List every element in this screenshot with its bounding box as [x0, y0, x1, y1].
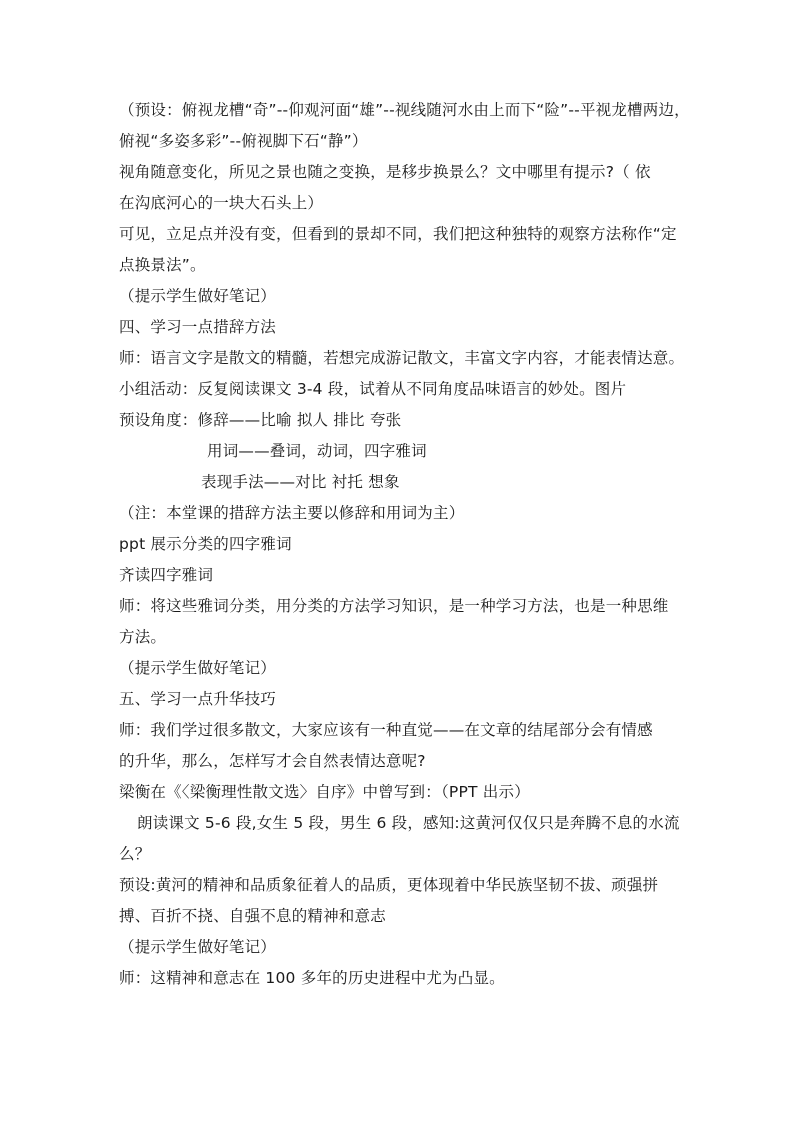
note-line: （提示学生做好笔记）: [119, 659, 277, 677]
text-line: 师：我们学过很多散文，大家应该有一种直觉——在文章的结尾部分会有情感: [119, 721, 653, 739]
text-line: 可见，立足点并没有变，但看到的景却不同，我们把这种独特的观察方法称作“定: [119, 225, 677, 243]
document-body: [119, 95, 690, 994]
section-heading: 四、学习一点措辞方法: [119, 318, 277, 336]
section-heading: 五、学习一点升华技巧: [119, 690, 277, 708]
text-line: 师：将这些雅词分类，用分类的方法学习知识，是一种学习方法，也是一种思维: [119, 597, 669, 615]
text-line: 视角随意变化，所见之景也随之变换，是移步换景么？文中哪里有提示?（ 依: [119, 163, 651, 181]
text-line: 预设:黄河的精神和品质象征着人的品质，更体现着中华民族坚韧不拔、顽强拼: [119, 876, 659, 894]
text-line: 预设角度：修辞——比喻 拟人 排比 夸张: [119, 411, 402, 429]
text-line: 齐读四字雅词: [119, 566, 214, 584]
text-line: （预设：俯视龙槽“奇”--仰观河面“雄”--视线随河水由上而下“险”--平视龙槽两边，: [119, 101, 690, 119]
text-line: 朗读课文 5-6 段,女生 5 段，男生 6 段，感知:这黄河仅仅只是奔腾不息的水流: [137, 814, 680, 832]
text-line: 搏、百折不挠、自强不息的精神和意志: [119, 907, 386, 925]
text-line: 师：这精神和意志在 100 多年的历史进程中尤为凸显。: [119, 969, 505, 987]
text-line: 么？: [119, 845, 151, 863]
note-line: （注：本堂课的措辞方法主要以修辞和用词为主）: [119, 504, 465, 522]
text-line: 小组活动：反复阅读课文 3-4 段，试着从不同角度品味语言的妙处。图片: [119, 380, 627, 398]
note-line: （提示学生做好笔记）: [119, 938, 277, 956]
note-line: （提示学生做好笔记）: [119, 287, 277, 305]
text-line: 的升华，那么，怎样写才会自然表情达意呢?: [119, 752, 426, 770]
text-line: 师：语言文字是散文的精髓，若想完成游记散文，丰富文字内容，才能表情达意。: [119, 349, 685, 367]
text-line: 方法。: [119, 628, 167, 646]
text-line: 点换景法”。: [119, 256, 206, 274]
text-line: 用词——叠词，动词，四字雅词: [207, 442, 427, 460]
text-line: 俯视“多姿多彩”--俯视脚下石“静”）: [119, 132, 368, 150]
text-line: 在沟底河心的一块大石头上）: [119, 194, 324, 212]
text-line: ppt 展示分类的四字雅词: [119, 535, 292, 553]
text-line: 梁衡在《〈梁衡理性散文选〉自序》中曾写到：（PPT 出示）: [119, 783, 530, 801]
text-line: 表现手法——对比 衬托 想象: [201, 473, 400, 491]
